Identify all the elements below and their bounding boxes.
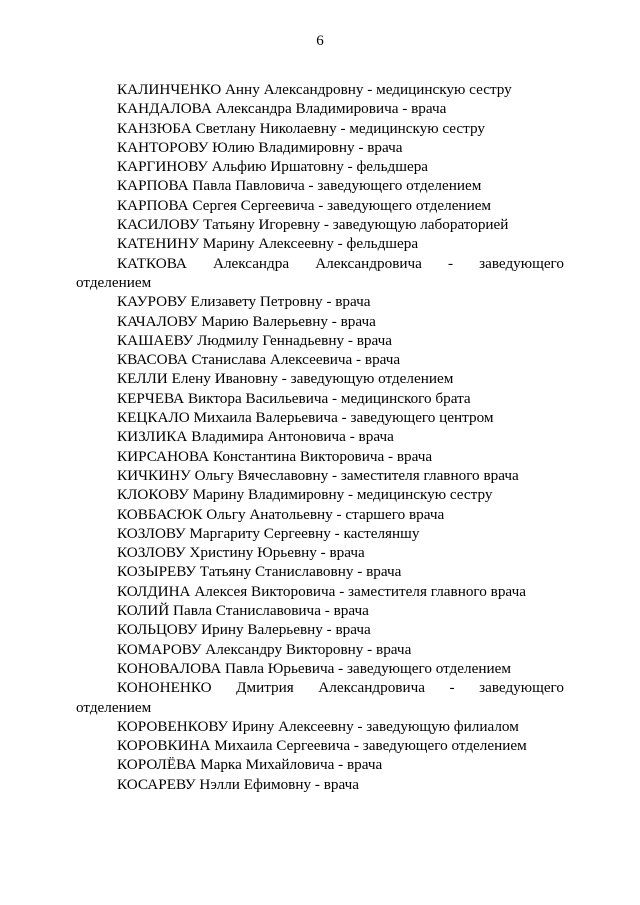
- list-item: КАШАЕВУ Людмилу Геннадьевну - врача: [117, 331, 392, 349]
- list-item: КОЗЛОВУ Маргариту Сергеевну - кастеляншу: [117, 524, 420, 542]
- list-item-line: КАТКОВА Александра Александровича - заведующего: [117, 254, 564, 272]
- list-item: КЕЛЛИ Елену Ивановну - заведующую отделением: [117, 370, 454, 388]
- list-item: КЕРЧЕВА Виктора Васильевича - медицинского брата: [117, 389, 471, 407]
- list-item: КОНОВАЛОВА Павла Юрьевича - заведующего отделением: [117, 659, 511, 677]
- list-item-continuation: отделением: [76, 698, 152, 716]
- list-item: КАЛИНЧЕНКО Анну Александровну - медицинскую сестру: [117, 81, 512, 98]
- list-item: КАРПОВА Сергея Сергеевича - заведующего отделением: [117, 196, 492, 214]
- list-item: КЛОКОВУ Марину Владимировну - медицинскую сестру: [117, 486, 493, 504]
- list-item: КОВБАСЮК Ольгу Анатольевну - старшего врача: [117, 505, 445, 523]
- list-item: КАУРОВУ Елизавету Петровну - врача: [117, 293, 371, 311]
- list-item-continuation: отделением: [76, 273, 152, 291]
- list-item: КВАСОВА Станислава Алексеевича - врача: [117, 351, 401, 369]
- appointment-list: [76, 80, 564, 794]
- list-item: КОЛДИНА Алексея Викторовича - заместителя главного врача: [117, 582, 526, 600]
- list-item: КАСИЛОВУ Татьяну Игоревну - заведующую лабораторией: [117, 216, 509, 234]
- list-item: КОЛЬЦОВУ Ирину Валерьевну - врача: [117, 621, 371, 639]
- list-item: КОЗЛОВУ Христину Юрьевну - врача: [117, 544, 365, 562]
- list-item: КОМАРОВУ Александру Викторовну - врача: [117, 640, 412, 658]
- list-item: КИРСАНОВА Константина Викторовича - врача: [117, 447, 433, 465]
- list-item-line: КОНОНЕНКО Дмитрия Александровича - заведующего: [117, 679, 564, 697]
- list-item: КАНТОРОВУ Юлию Владимировну - врача: [117, 138, 403, 156]
- list-item: КАНЗЮБА Светлану Николаевну - медицинскую сестру: [117, 119, 485, 137]
- list-item: КОЗЫРЕВУ Татьяну Станиславовну - врача: [117, 563, 402, 581]
- list-item: КАЧАЛОВУ Марию Валерьевну - врача: [117, 312, 376, 330]
- list-item: КАНДАЛОВА Александра Владимировича - врача: [117, 100, 447, 118]
- list-item: КИЗЛИКА Владимира Антоновича - врача: [117, 428, 394, 446]
- page-number: 6: [316, 33, 324, 49]
- list-item: КОРОЛЁВА Марка Михайловича - врача: [117, 756, 383, 774]
- list-item: КЕЦКАЛО Михаила Валерьевича - заведующего центром: [117, 409, 494, 427]
- list-item-wrapped: [76, 678, 564, 717]
- list-item: КОРОВЕНКОВУ Ирину Алексеевну - заведующую филиалом: [117, 717, 519, 735]
- list-item: КАРГИНОВУ Альфию Иршатовну - фельдшера: [117, 158, 429, 176]
- list-item: КОЛИЙ Павла Станиславовича - врача: [117, 602, 369, 620]
- list-item: КОСАРЕВУ Нэлли Ефимовну - врача: [117, 775, 359, 793]
- list-item: КИЧКИНУ Ольгу Вячеславовну - заместителя главного врача: [117, 466, 519, 484]
- list-item: КОРОВКИНА Михаила Сергеевича - заведующего отделением: [117, 737, 527, 755]
- list-item: КАТЕНИНУ Марину Алексеевну - фельдшера: [117, 235, 419, 253]
- list-item: КАРПОВА Павла Павловича - заведующего отделением: [117, 177, 482, 195]
- list-item-wrapped: [76, 254, 564, 293]
